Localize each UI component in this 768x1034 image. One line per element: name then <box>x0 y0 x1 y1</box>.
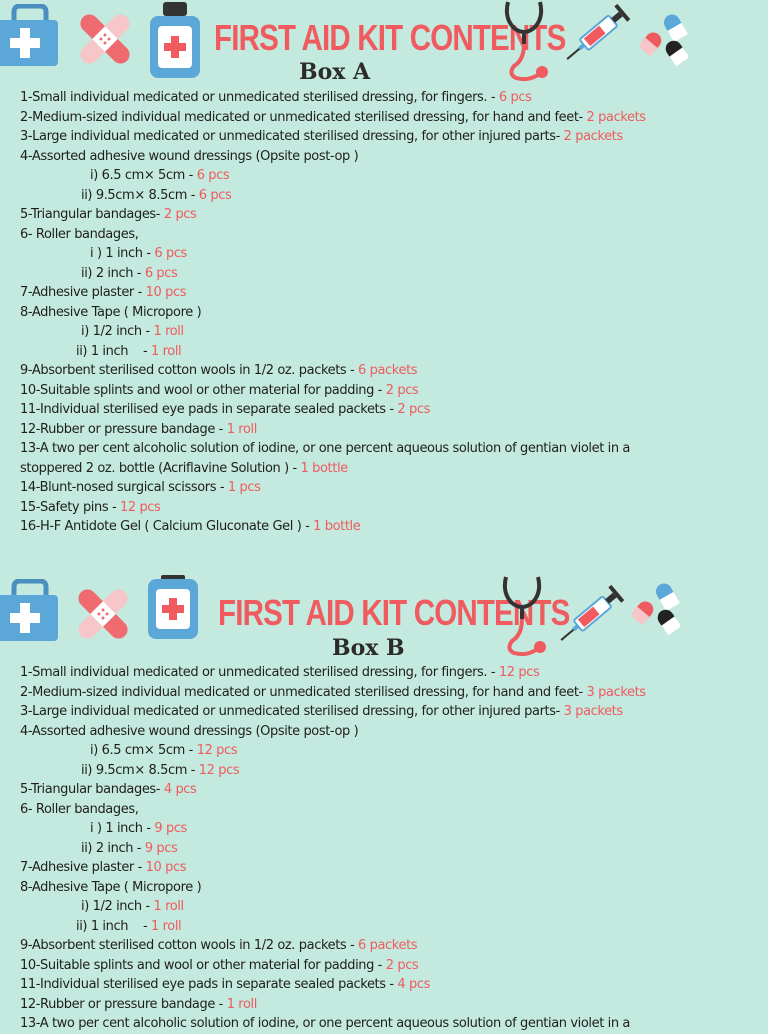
list-item: 13-A two per cent alcoholic solution of iodine, or one percent aqueous solution of gentian violet in a <box>20 1016 631 1031</box>
list-item: 12-Rubber or pressure bandage - 1 roll <box>20 996 257 1012</box>
list-item: 4-Assorted adhesive wound dressings (Opsite post-op ) <box>20 723 359 739</box>
item-quantity: 1 roll <box>151 343 182 359</box>
list-item: 7-Adhesive plaster - 10 pcs <box>20 860 187 875</box>
list-subitem: i) 1/2 inch - 1 roll <box>81 899 184 914</box>
item-quantity: 2 pcs <box>163 207 197 222</box>
item-quantity: 12 pcs <box>198 762 240 778</box>
item-quantity: 10 pcs <box>145 860 187 875</box>
syringe-icon <box>554 581 628 649</box>
bandage-icon <box>78 12 132 66</box>
item-quantity: 2 pcs <box>385 957 419 973</box>
item-quantity: 6 pcs <box>154 246 187 261</box>
first-aid-kit-icon <box>0 579 60 643</box>
stethoscope-icon <box>498 575 550 657</box>
list-subitem: ii) 1 inch - 1 roll <box>76 343 182 359</box>
item-quantity: 1 roll <box>226 996 257 1012</box>
list-subitem: i ) 1 inch - 9 pcs <box>90 821 187 836</box>
page-title: FIRST AID KIT CONTENTS <box>218 592 570 633</box>
list-item: 13-A two per cent alcoholic solution of iodine, or one percent aqueous solution of gentian violet in a stoppered 2 oz. bottle (Acriflavine Solution ) - 1 bottle <box>20 441 631 476</box>
item-quantity: 6 pcs <box>144 265 178 281</box>
item-quantity: 9 pcs <box>144 840 178 856</box>
list-item: 10-Suitable splints and wool or other material for padding - 2 pcs <box>20 382 419 398</box>
list-item: 11-Individual sterilised eye pads in separate sealed packets - 2 pcs <box>20 402 430 417</box>
first-aid-kit-icon <box>0 4 60 68</box>
list-subitem: i) 6.5 cm× 5cm - 6 pcs <box>90 168 230 183</box>
item-quantity: 3 packets <box>563 704 623 719</box>
stethoscope-icon <box>500 0 552 82</box>
item-quantity: 3 packets <box>586 684 646 700</box>
list-subitem: ii) 9.5cm× 8.5cm - 6 pcs <box>81 187 232 203</box>
list-item: 15-Safety pins - 12 pcs <box>20 499 161 515</box>
item-quantity: 1 pcs <box>227 480 261 495</box>
list-subitem: ii) 2 inch - 9 pcs <box>81 840 178 856</box>
item-quantity: 1 bottle <box>313 519 361 534</box>
item-quantity: 2 packets <box>563 129 623 144</box>
list-item: 8-Adhesive Tape ( Micropore ) <box>20 879 202 895</box>
list-item: 5-Triangular bandages- 2 pcs <box>20 207 197 222</box>
pills-icon <box>640 12 688 68</box>
item-quantity: 2 packets <box>586 109 646 125</box>
item-quantity: 12 pcs <box>119 499 161 515</box>
item-quantity: 6 pcs <box>198 187 232 203</box>
list-item: 2-Medium-sized individual medicated or unmedicated sterilised dressing, for hand and feet- 3 packets <box>20 684 646 700</box>
list-item: 3-Large individual medicated or unmedicated sterilised dressing, for other injured parts- 3 packets <box>20 704 623 719</box>
list-subitem: ii) 1 inch - 1 roll <box>76 918 182 934</box>
box-a-item-list <box>20 88 760 537</box>
list-item: 1-Small individual medicated or unmedicated sterilised dressing, for fingers. - 6 pcs <box>20 90 532 105</box>
item-quantity: 6 packets <box>358 938 418 953</box>
list-item: 12-Rubber or pressure bandage - 1 roll <box>20 421 257 437</box>
list-item: 3-Large individual medicated or unmedicated sterilised dressing, for other injured parts- 2 packets <box>20 129 623 144</box>
list-item: 2-Medium-sized individual medicated or unmedicated sterilised dressing, for hand and feet- 2 packets <box>20 109 646 125</box>
list-subitem: i) 1/2 inch - 1 roll <box>81 324 184 339</box>
item-quantity: 1 roll <box>153 324 184 339</box>
item-quantity: 4 pcs <box>163 782 197 797</box>
list-item: 10-Suitable splints and wool or other material for padding - 2 pcs <box>20 957 419 973</box>
list-item: 1-Small individual medicated or unmedicated sterilised dressing, for fingers. - 12 pcs <box>20 665 540 680</box>
item-quantity: 12 pcs <box>196 743 238 758</box>
medicine-bottle-icon <box>146 575 200 641</box>
item-quantity: 12 pcs <box>498 665 540 680</box>
pills-icon <box>632 581 680 637</box>
list-item: 4-Assorted adhesive wound dressings (Opsite post-op ) <box>20 148 359 164</box>
box-a-label: Box A <box>299 59 371 85</box>
list-item: 14-Blunt-nosed surgical scissors - 1 pcs <box>20 480 261 495</box>
list-item: 6- Roller bandages, <box>20 801 139 817</box>
item-quantity: 6 pcs <box>498 90 532 105</box>
item-quantity: 1 roll <box>153 899 184 914</box>
item-quantity: 6 packets <box>358 363 418 378</box>
box-b-item-list <box>20 663 760 1034</box>
bandage-icon <box>76 587 130 641</box>
list-item: 8-Adhesive Tape ( Micropore ) <box>20 304 202 320</box>
item-quantity: 2 pcs <box>385 382 419 398</box>
item-quantity: 6 pcs <box>196 168 230 183</box>
item-quantity: 10 pcs <box>145 285 187 300</box>
list-item: 7-Adhesive plaster - 10 pcs <box>20 285 187 300</box>
list-subitem: ii) 9.5cm× 8.5cm - 12 pcs <box>81 762 240 778</box>
list-subitem: ii) 2 inch - 6 pcs <box>81 265 178 281</box>
syringe-icon <box>560 0 634 68</box>
item-quantity: 1 roll <box>151 918 182 934</box>
box-b-label: Box B <box>332 635 405 661</box>
list-item: 9-Absorbent sterilised cotton wools in 1/2 oz. packets - 6 packets <box>20 938 418 953</box>
list-subitem: i ) 1 inch - 6 pcs <box>90 246 187 261</box>
list-item: 9-Absorbent sterilised cotton wools in 1/2 oz. packets - 6 packets <box>20 363 418 378</box>
item-quantity: 1 roll <box>226 421 257 437</box>
item-quantity: 2 pcs <box>397 402 430 417</box>
item-quantity: 1 bottle <box>300 460 348 476</box>
page-title: FIRST AID KIT CONTENTS <box>214 17 566 58</box>
list-item: 5-Triangular bandages- 4 pcs <box>20 782 197 797</box>
item-quantity: 9 pcs <box>154 821 187 836</box>
list-item: 16-H-F Antidote Gel ( Calcium Gluconate Gel ) - 1 bottle <box>20 519 361 534</box>
list-item: 11-Individual sterilised eye pads in separate sealed packets - 4 pcs <box>20 977 430 992</box>
list-item: 6- Roller bandages, <box>20 226 139 242</box>
medicine-bottle-icon <box>148 0 202 80</box>
item-quantity: 4 pcs <box>397 977 430 992</box>
list-subitem: i) 6.5 cm× 5cm - 12 pcs <box>90 743 238 758</box>
